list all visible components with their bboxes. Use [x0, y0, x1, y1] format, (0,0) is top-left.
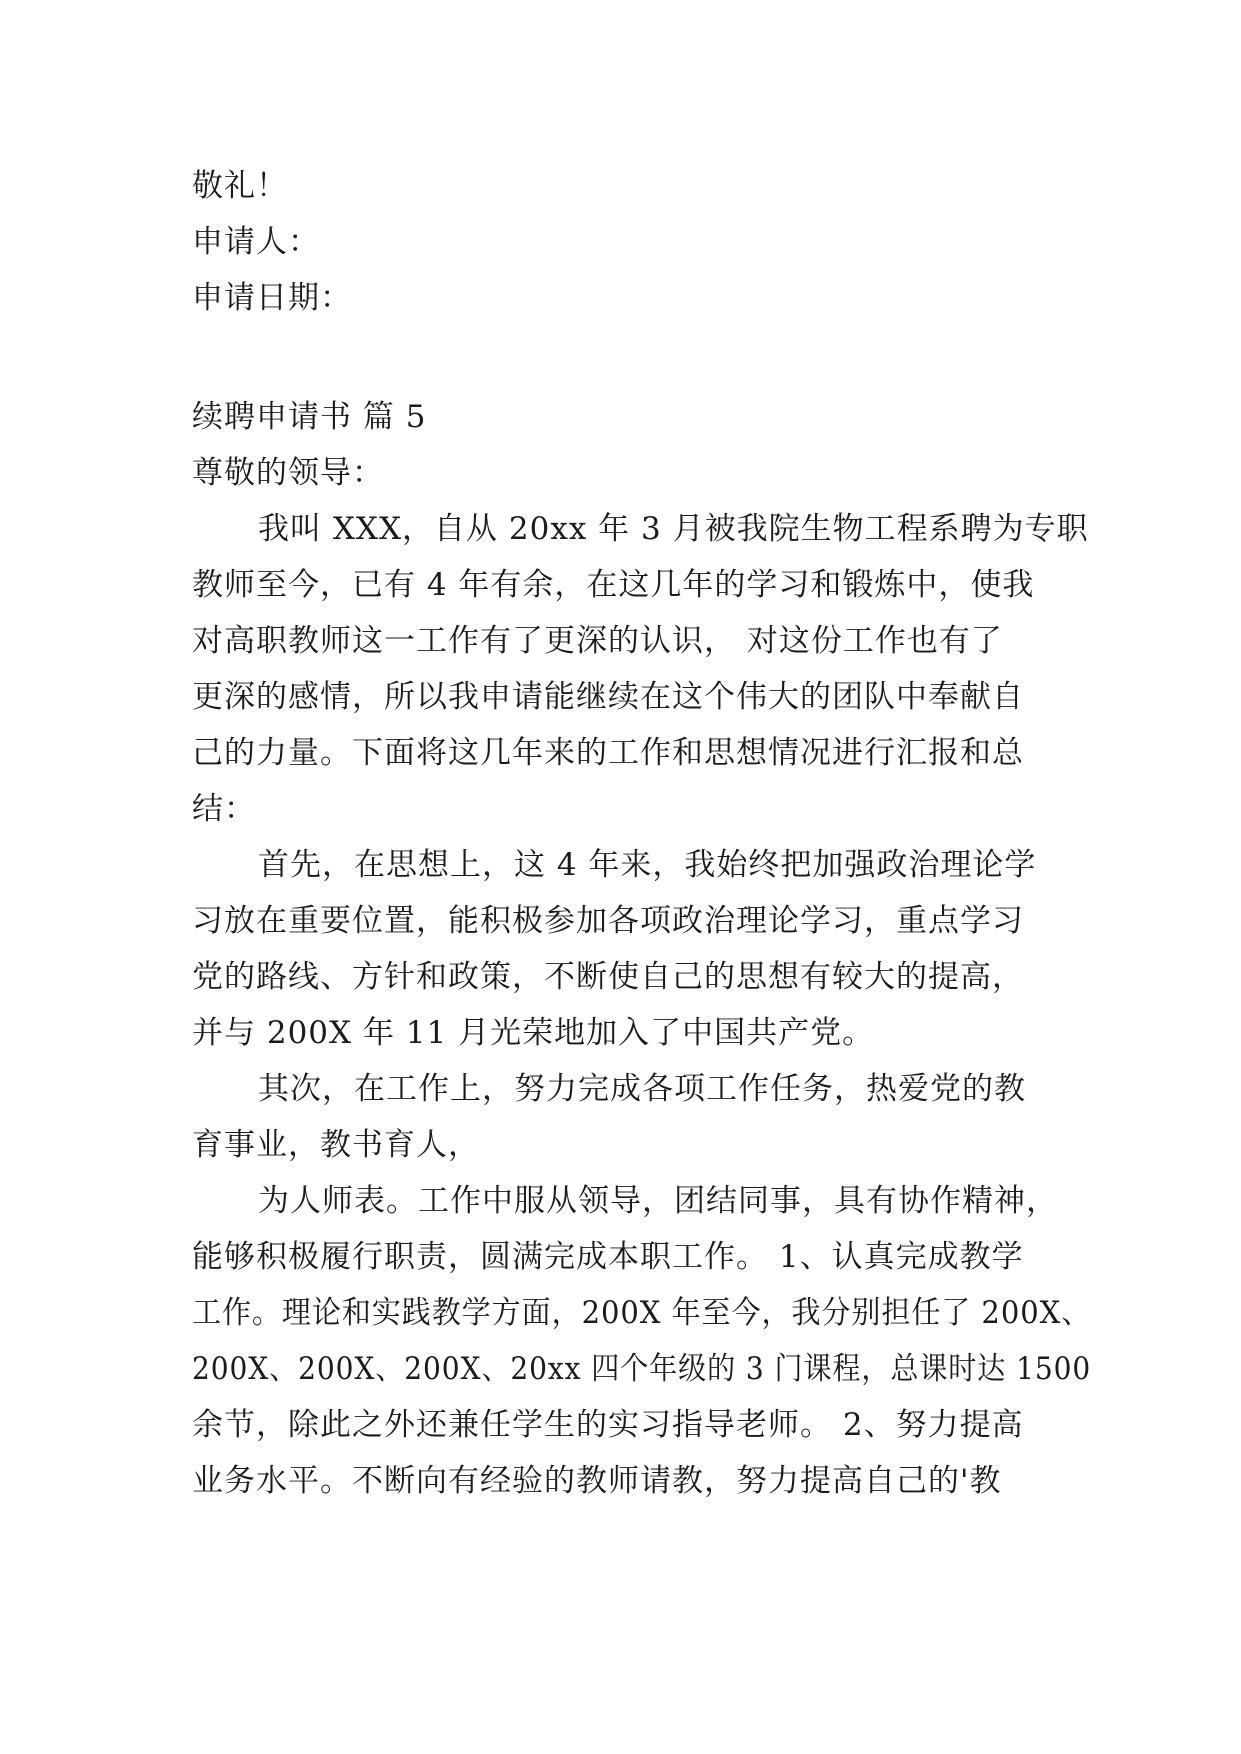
paragraph-3-line: 育事业，教书育人，	[192, 1127, 480, 1163]
greeting: 尊敬的领导：	[192, 455, 384, 491]
paragraph-4-line: 业务水平。不断向有经验的教师请教，努力提高自己的'教	[192, 1463, 1002, 1499]
paragraph-4-line: 为人师表。工作中服从领导，团结同事，具有协作精神，	[258, 1183, 1058, 1219]
paragraph-4-line: 余节，除此之外还兼任学生的实习指导老师。 2、努力提高	[192, 1407, 1024, 1443]
paragraph-1-line: 对高职教师这一工作有了更深的认识， 对这份工作也有了	[192, 623, 1003, 659]
paragraph-4-line: 能够积极履行职责，圆满完成本职工作。 1、认真完成教学	[192, 1239, 1024, 1275]
paragraph-2-line: 首先，在思想上，这 4 年来，我始终把加强政治理论学	[258, 847, 1037, 883]
paragraph-2-line: 党的路线、方针和政策，不断使自己的思想有较大的提高，	[192, 959, 1024, 995]
paragraph-1-line: 结：	[192, 791, 256, 827]
paragraph-1-line: 更深的感情，所以我申请能继续在这个伟大的团队中奉献自	[192, 679, 1024, 715]
closing-salutation: 敬礼！	[192, 168, 288, 204]
paragraph-1-line: 己的力量。下面将这几年来的工作和思想情况进行汇报和总	[192, 735, 1024, 771]
paragraph-1-line: 我叫 XXX，自从 20xx 年 3 月被我院生物工程系聘为专职	[258, 511, 1089, 547]
section-title: 续聘申请书 篇 5	[192, 399, 427, 435]
applicant-label: 申请人：	[192, 224, 320, 260]
paragraph-4-line: 工作。理论和实践教学方面，200X 年至今，我分别担任了 200X、	[192, 1295, 1092, 1331]
paragraph-4-line: 200X、200X、200X、20xx 四个年级的 3 门课程，总课时达 1500	[192, 1351, 1092, 1387]
paragraph-1-line: 教师至今，已有 4 年有余，在这几年的学习和锻炼中，使我	[192, 567, 1035, 603]
paragraph-2-line: 并与 200X 年 11 月光荣地加入了中国共产党。	[192, 1015, 875, 1051]
paragraph-3-line: 其次，在工作上，努力完成各项工作任务，热爱党的教	[258, 1071, 1026, 1107]
date-label: 申请日期：	[192, 280, 352, 316]
paragraph-2-line: 习放在重要位置，能积极参加各项政治理论学习，重点学习	[192, 903, 1024, 939]
